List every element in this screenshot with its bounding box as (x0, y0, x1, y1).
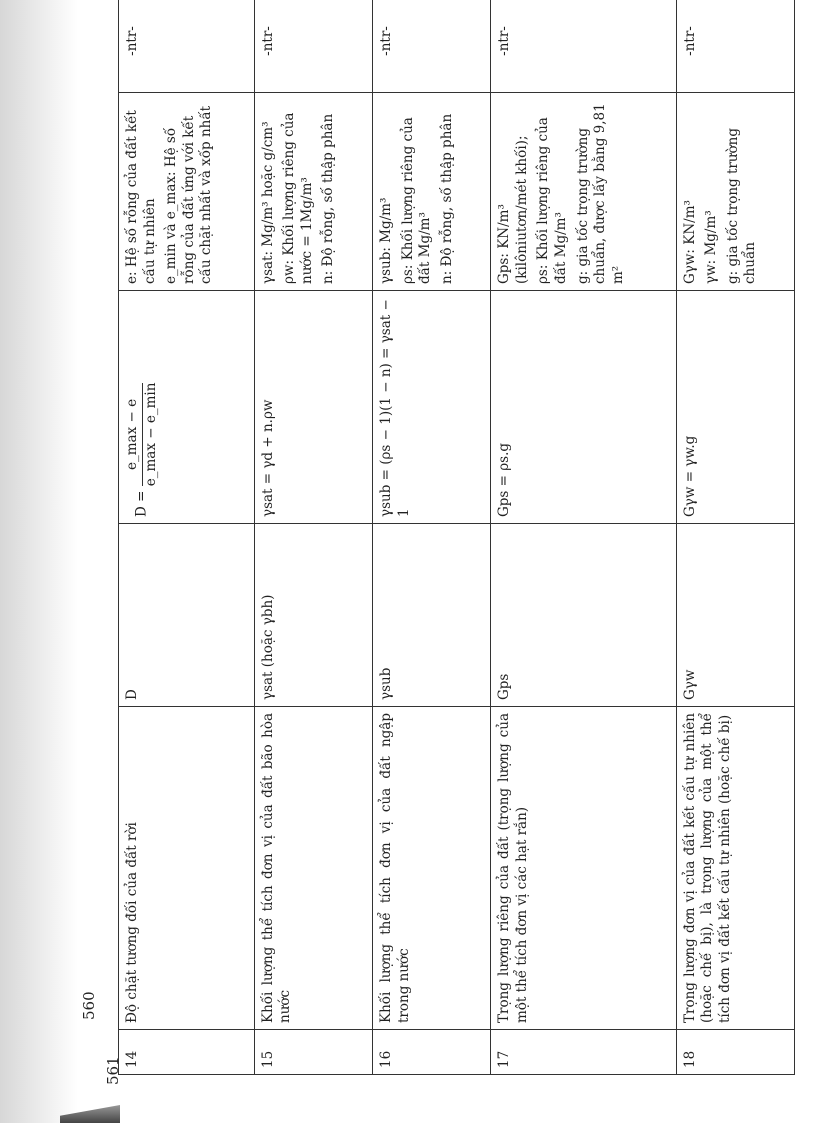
property-symbol: Gγw (676, 524, 794, 707)
soil-properties-table (118, 26, 795, 1075)
description-line: e_min và e_max: Hệ số rỗng của đất ứng với kết cấu chặt nhất và xốp nhất (163, 105, 215, 284)
property-symbol: γsub (372, 524, 490, 707)
description-line: γw: Mg/m³ (703, 210, 720, 284)
property-unit: -ntr- (254, 0, 372, 93)
table-row (254, 0, 372, 1075)
page-number-top: 560 (80, 991, 98, 1020)
description-line: n: Độ rỗng, số thập phân (438, 113, 455, 284)
property-formula (119, 291, 255, 524)
table-row (372, 0, 490, 1075)
description-line: ρs: Khối lượng riêng của đất Mg/m³ (535, 117, 569, 284)
property-formula: Gγw = γw.g (676, 291, 794, 524)
binding-shadow (0, 0, 78, 1123)
row-number: 18 (676, 1030, 794, 1075)
property-name: Trọng lượng riêng của đất (trọng lượng của một thể tích đơn vị các hạt rắn) (491, 707, 676, 1030)
property-description (491, 93, 676, 291)
property-name: Độ chặt tương đối của đất rời (119, 707, 255, 1030)
property-description (119, 93, 255, 291)
property-description (676, 93, 794, 291)
property-symbol: D (119, 524, 255, 707)
property-unit: -ntr- (119, 0, 255, 93)
property-description (372, 93, 490, 291)
description-line: g: gia tốc trọng trường chuẩn (724, 128, 759, 284)
description-line: γsat: Mg/m³ hoặc g/cm³ (259, 121, 276, 284)
table-row (119, 0, 255, 1075)
formula-numerator: e_max − e (124, 383, 143, 487)
page-number-bottom: 561 (104, 1056, 122, 1085)
property-symbol: γsat (hoặc γbh) (254, 524, 372, 707)
table-row (676, 0, 794, 1075)
property-unit: -ntr- (491, 0, 676, 93)
property-name: Trọng lượng đơn vị của đất kết cấu tự nhiên (hoặc chế bị), là trọng lượng của một thể tích đơn vị đất kết cấu tự nhiên (hoặc chế bị) (676, 707, 794, 1030)
description-line: Gγw: KN/m³ (681, 200, 698, 284)
row-number: 15 (254, 1030, 372, 1075)
formula-denominator: e_max − e_min (142, 382, 159, 487)
description-line: γsub: Mg/m³ (377, 197, 394, 284)
property-formula: γsub = (ρs − 1)(1 − n) = γsat − 1 (372, 291, 490, 524)
property-name: Khối lượng thể tích đơn vị của đất ngập trong nước (372, 707, 490, 1030)
description-line: ρw: Khối lượng riêng của nước = 1Mg/m³ (281, 112, 315, 284)
property-name: Khối lượng thể tích đơn vị của đất bão hòa nước (254, 707, 372, 1030)
property-formula: γsat = γd + n.ρw (254, 291, 372, 524)
row-number: 17 (491, 1030, 676, 1075)
row-number: 14 (119, 1030, 255, 1075)
property-formula: Gps = ρs.g (491, 291, 676, 524)
formula-fraction (124, 383, 160, 487)
description-line: Gps: KN/m³ (kilôniutơn/mét khối); (496, 135, 530, 284)
table-row (491, 0, 676, 1075)
formula-left: D = (133, 490, 150, 517)
property-unit: -ntr- (676, 0, 794, 93)
description-line: ρs: Khối lượng riêng của đất Mg/m³ (399, 117, 434, 284)
description-line: e: Hệ số rỗng của đất kết cấu tự nhiên (124, 110, 158, 284)
property-symbol: Gps (491, 524, 676, 707)
description-line: g: gia tốc trọng trường chuẩn, được lấy bằng 9,81 m² (574, 103, 626, 284)
property-description (254, 93, 372, 291)
property-unit: -ntr- (372, 0, 490, 93)
row-number: 16 (372, 1030, 490, 1075)
description-line: n: Độ rỗng, số thập phân (320, 113, 337, 284)
